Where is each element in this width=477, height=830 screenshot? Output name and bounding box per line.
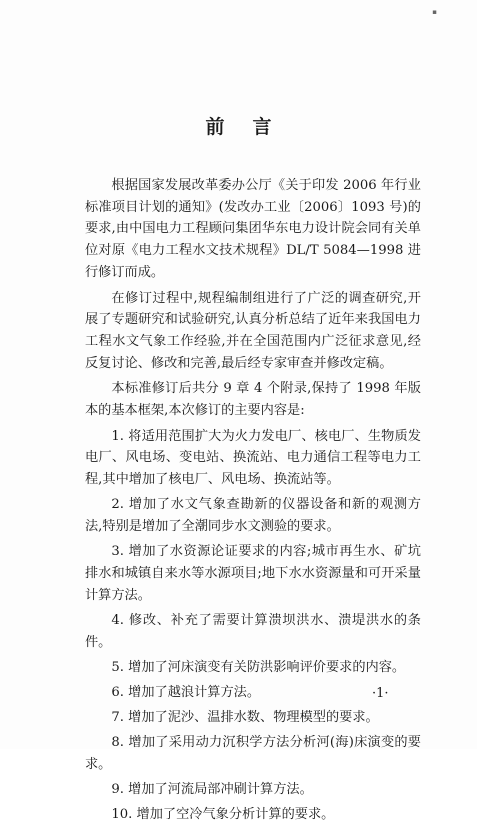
corner-mark: ▪	[432, 8, 437, 16]
list-item: 2. 增加了水文气象查勘新的仪器设备和新的观测方法,特别是增加了全潮同步水文测验的要求。	[85, 497, 421, 535]
list-item: 1. 将适用范围扩大为火力发电厂、核电厂、生物质发电厂、风电场、变电站、换流站、电力通信工程等电力工程,其中增加了核电厂、风电场、换流站等。	[85, 428, 421, 488]
list-item: 5. 增加了河床演变有关防洪影响评价要求的内容。	[111, 659, 406, 675]
list-item: 8. 增加了采用动力沉积学方法分析河(海)床演变的要求。	[85, 735, 421, 773]
paragraph: 根据国家发展改革委办公厅《关于印发 2006 年行业标准项目计划的通知》(发改办工业〔2006〕1093 号)的要求,由中国电力工程顾问集团华东电力设计院会同有关单位对原《电力工程水文技术规程》DL/T 5084—1998 进行修订而成。	[85, 178, 421, 280]
list-item: 10. 增加了空冷气象分析计算的要求。	[111, 807, 335, 823]
list-item: 7. 增加了泥沙、温排水数、物理模型的要求。	[111, 710, 379, 726]
body-text	[85, 175, 421, 830]
paragraph: 在修订过程中,规程编制组进行了广泛的调查研究,开展了专题研究和试验研究,认真分析总结了近年来我国电力工程水文气象工作经验,并在全国范围内广泛征求意见,经反复讨论、修改和完善,最后经专家审查并修改定稿。	[85, 290, 421, 371]
paragraph: 本标准修订后共分 9 章 4 个附录,保持了 1998 年版本的基本框架,本次修订的主要内容是:	[85, 381, 421, 419]
page-title: 前言	[205, 116, 300, 138]
page-number: ·1·	[372, 686, 389, 701]
list-item: 9. 增加了河流局部冲刷计算方法。	[111, 782, 313, 798]
list-item: 4. 修改、补充了需要计算溃坝洪水、溃堤洪水的条件。	[85, 612, 421, 650]
list-item: 3. 增加了水资源论证要求的内容;城市再生水、矿坑排水和城镇自来水等水源项目;地下水水资源量和可开采量计算方法。	[85, 544, 421, 603]
list-item: 6. 增加了越浪计算方法。	[111, 684, 261, 700]
